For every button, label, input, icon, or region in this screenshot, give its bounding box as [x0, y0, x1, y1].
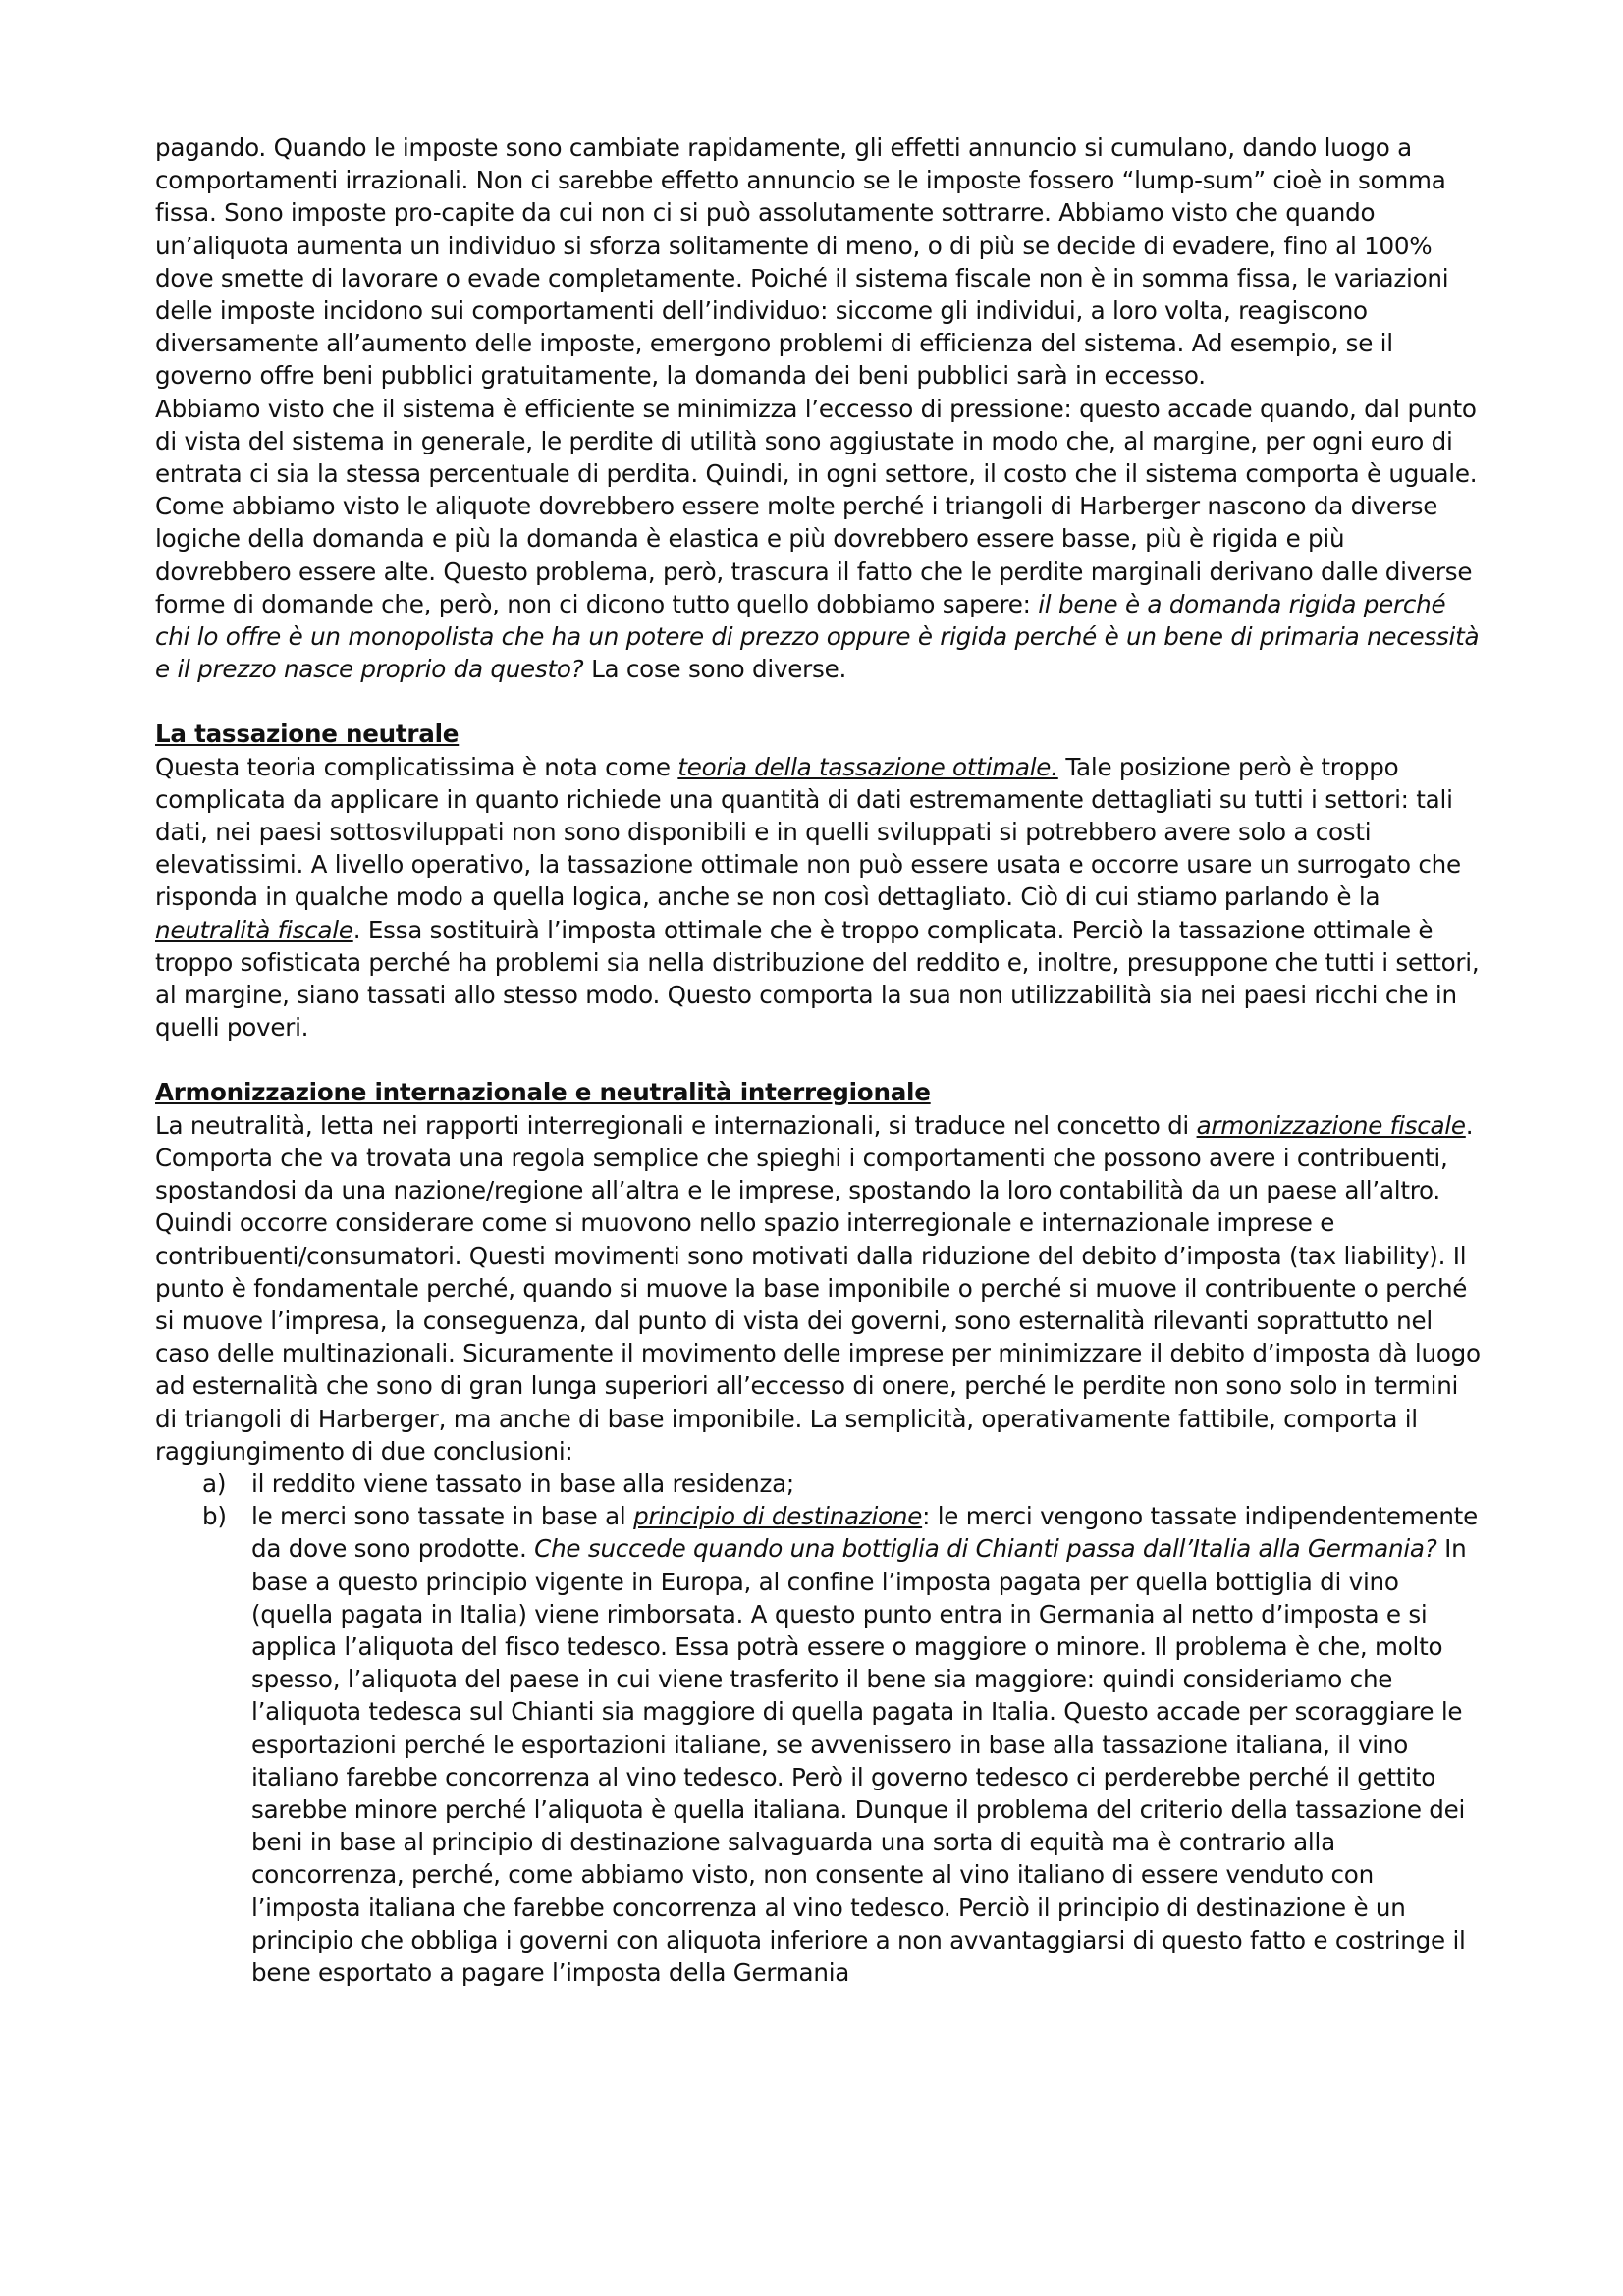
paragraph-efficienza [155, 393, 1481, 491]
list-marker: a) [202, 1468, 227, 1498]
paragraph-text: Questa teoria complicatissima è nota come [155, 752, 678, 781]
spacer [155, 1043, 1481, 1076]
paragraph-text: . Essa sostituirà l’imposta ottimale che è troppo complicata. Perciò la tassazione ottimale è troppo sofisticata perché ha problemi sia nella distribuzione del reddito e, inoltre, presuppone che tutti i settori, al margine, siano tassati allo stesso modo. Questo comporta la sua non utilizzabilità sia nei paesi ricchi che in quelli poveri. [155, 915, 1480, 1042]
spacer [155, 685, 1481, 718]
section-heading-tassazione-neutrale: La tassazione neutrale [155, 720, 460, 749]
paragraph-armonizzazione-fiscale [155, 1109, 1481, 1468]
term-neutralita-fiscale: neutralità fiscale [155, 915, 353, 944]
paragraph-text: La neutralità, letta nei rapporti interregionali e internazionali, si traduce nel concetto di [155, 1110, 1197, 1140]
list-item [155, 1500, 1481, 1989]
paragraph-text: La cose sono diverse. [583, 655, 847, 684]
paragraph-text: Come abbiamo visto le aliquote dovrebbero essere molte perché i triangoli di Harberger nascono da diverse logiche della domanda e più la domanda è elastica e più dovrebbero essere basse, più è rigida e più dovrebbero essere alte. Questo problema, però, trascura il fatto che le perdite marginali derivano dalle diverse forme di domande che, però, non ci dicono tutto quello dobbiamo sapere: [155, 492, 1473, 618]
italic-question: il bene è a domanda rigida perché chi lo offre è un monopolista che ha un potere di prezzo oppure è rigida perché è un bene di primaria necessità e il prezzo nasce proprio da questo? [155, 589, 1480, 684]
paragraph-aliquote-harberger [155, 490, 1481, 685]
list-item-text: le merci sono tassate in base al [251, 1502, 634, 1531]
paragraph-text: Abbiamo visto che il sistema è efficiente se minimizza l’eccesso di pressione: questo accade quando, dal punto di vista del sistema in generale, le perdite di utilità sono aggiustate in modo che, al margine, per ogni euro di entrata ci sia la stessa percentuale di perdita. Quindi, in ogni settore, il costo che il sistema comporta è uguale. [155, 394, 1478, 489]
section-heading-armonizzazione: Armonizzazione internazionale e neutralità interregionale [155, 1078, 931, 1107]
list-item-text: In base a questo principio vigente in Europa, al confine l’imposta pagata per quella bottiglia di vino (quella pagata in Italia) viene rimborsata. A questo punto entra in Germania al netto d’imposta e si applica l’aliquota del fisco tedesco. Essa potrà essere o maggiore o minore. Il problema è che, molto spesso, l’aliquota del paese in cui viene trasferito il bene sia maggiore: quindi consideriamo che l’aliquota tedesca sul Chianti sia maggiore di quella pagata in Italia. Questo accade per scoraggiare le esportazioni perché le esportazioni italiane, se avvenissero in base alla tassazione italiana, il vino italiano farebbe concorrenza al vino tedesco. Però il governo tedesco ci perderebbe perché il gettito sarebbe minore perché l’aliquota è quella italiana. Dunque il problema del criterio della tassazione dei beni in base al principio di destinazione salvaguarda una sorta di equità ma è contrario alla concorrenza, perché, come abbiamo visto, non consente al vino italiano di essere venduto con l’imposta italiana che farebbe concorrenza al vino tedesco. Perciò il principio di destinazione è un principio che obbliga i governi con aliquota inferiore a non avvantaggiarsi di questo fatto e costringe il bene esportato a pagare l’imposta della Germania [251, 1534, 1467, 1987]
paragraph-effetti-annuncio [155, 132, 1481, 393]
paragraph-tassazione-ottimale [155, 751, 1481, 1044]
paragraph-text: . Comporta che va trovata una regola semplice che spieghi i comportamenti che possono avere i contribuenti, spostandosi da una nazione/regione all’altra e le imprese, spostando la loro contabilità da un paese all’altro. Quindi occorre considerare come si muovono nello spazio interregionale e internazionale imprese e contribuenti/consumatori. Questi movimenti sono motivati dalla riduzione del debito d’imposta (tax liability). Il punto è fondamentale perché, quando si muove la base imponibile o perché si muove il contribuente o perché si muove l’impresa, la conseguenza, dal punto di vista dei governi, sono esternalità rilevanti soprattutto nel caso delle multinazionali. Sicuramente il movimento delle imprese per minimizzare il debito d’imposta dà luogo ad esternalità che sono di gran lunga superiori all’eccesso di onere, perché le perdite non sono solo in termini di triangoli di Harberger, ma anche di base imponibile. La semplicità, operativamente fattibile, comporta il raggiungimento di due conclusioni: [155, 1110, 1481, 1466]
document-page [155, 132, 1481, 1989]
list-marker: b) [202, 1502, 227, 1531]
conclusions-list [155, 1468, 1481, 1989]
term-armonizzazione-fiscale: armonizzazione fiscale [1196, 1110, 1466, 1140]
list-item-text: il reddito viene tassato in base alla residenza; [251, 1468, 794, 1498]
list-item [155, 1468, 1481, 1500]
term-teoria-tassazione-ottimale: teoria della tassazione ottimale. [677, 752, 1058, 781]
paragraph-text: pagando. Quando le imposte sono cambiate rapidamente, gli effetti annuncio si cumulano, dando luogo a comportamenti irrazionali. Non ci sarebbe effetto annuncio se le imposte fossero “lump-sum” cioè in somma fissa. Sono imposte pro-capite da cui non ci si può assolutamente sottrarre. Abbiamo visto che quando un’aliquota aumenta un individuo si sforza solitamente di meno, o di più se decide di evadere, fino al 100% dove smette di lavorare o evade completamente. Poiché il sistema fiscale non è in somma fissa, le variazioni delle imposte incidono sui comportamenti dell’individuo: siccome gli individui, a loro volta, reagiscono diversamente all’aumento delle imposte, emergono problemi di efficienza del sistema. Ad esempio, se il governo offre beni pubblici gratuitamente, la domanda dei beni pubblici sarà in eccesso. [155, 133, 1449, 391]
italic-question: Che succede quando una bottiglia di Chianti passa dall’Italia alla Germania? [534, 1534, 1437, 1564]
term-principio-destinazione: principio di destinazione [633, 1502, 923, 1531]
list-item-text: : le merci vengono tassate indipendentemente da dove sono prodotte. [251, 1502, 1478, 1564]
paragraph-text: Tale posizione però è troppo complicata da applicare in quanto richiede una quantità di dati estremamente dettagliati su tutti i settori: tali dati, nei paesi sottosviluppati non sono disponibili e in quelli sviluppati si potrebbero avere solo a costi elevatissimi. A livello operativo, la tassazione ottimale non può essere usata e occorre usare un surrogato che risponda in qualche modo a quella logica, anche se non così dettagliato. Ciò di cui stiamo parlando è la [155, 752, 1461, 912]
